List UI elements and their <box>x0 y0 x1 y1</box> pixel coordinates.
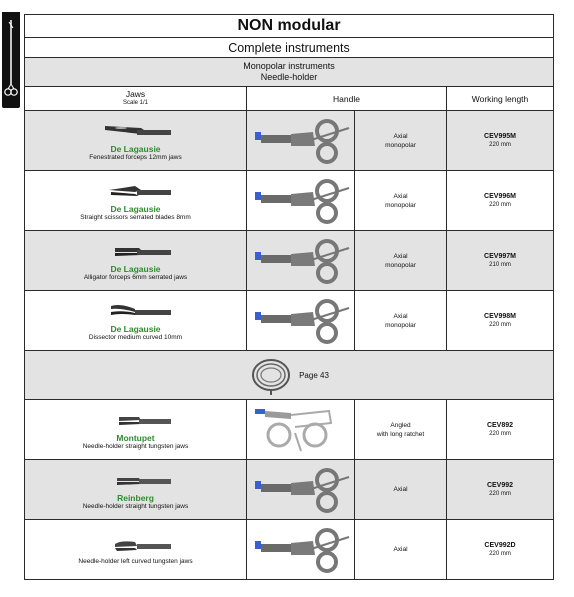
reference-cell <box>447 111 554 171</box>
side-tab <box>2 12 20 108</box>
table-row <box>25 231 554 291</box>
jaws-cell <box>25 171 247 231</box>
handle-type: Axial <box>393 486 408 493</box>
reference-cell <box>447 231 554 291</box>
category-heading <box>25 58 554 87</box>
reference-code: CEV996M <box>484 193 516 200</box>
curved-dissector-jaws-icon <box>101 300 171 324</box>
table-row <box>25 460 554 520</box>
handle-image-cell <box>247 291 355 351</box>
jaws-label: Jaws <box>125 88 146 99</box>
handle-subtype: with long ratchet <box>376 430 425 438</box>
handle-image-cell <box>247 520 355 580</box>
instrument-name: De Lagausie <box>110 263 161 274</box>
handle-type-cell <box>355 111 447 171</box>
handle-type: Axial <box>393 312 408 320</box>
straight-scissors-jaws-icon <box>101 180 171 204</box>
handle-type: Axial <box>393 252 408 260</box>
table-row <box>25 171 554 231</box>
handle-subtype: monopolar <box>385 261 416 269</box>
reference-cell <box>447 171 554 231</box>
instrument-description: Fenestrated forceps 12mm jaws <box>89 153 182 161</box>
handle-subtype: monopolar <box>385 321 416 329</box>
angled-handle-icon <box>251 405 351 455</box>
cable-coil-icon <box>249 355 293 395</box>
handle-type: Axial <box>393 132 408 140</box>
table-row <box>25 400 554 460</box>
handle-type: Axial <box>393 546 408 553</box>
handle-type-cell <box>355 460 447 520</box>
handle-image-cell <box>247 400 355 460</box>
scissors-icon <box>4 18 18 102</box>
instrument-description: Dissector medium curved 10mm <box>88 333 183 341</box>
page-reference-cell <box>25 351 554 400</box>
jaws-cell <box>25 111 247 171</box>
handle-subtype: monopolar <box>385 141 416 149</box>
instrument-description: Needle-holder straight tungsten jaws <box>82 502 189 510</box>
axial-handle-icon <box>251 238 351 284</box>
handle-image-cell <box>247 460 355 520</box>
page-reference-row <box>25 351 554 400</box>
jaws-cell <box>25 291 247 351</box>
handle-type-cell <box>355 520 447 580</box>
axial-handle-icon <box>251 527 351 573</box>
handle-subtype: monopolar <box>385 201 416 209</box>
reference-cell <box>447 400 554 460</box>
instrument-description: Needle-holder straight tungsten jaws <box>82 442 189 450</box>
page-subtitle: Complete instruments <box>25 38 554 58</box>
instrument-name: De Lagausie <box>110 203 161 214</box>
table-row <box>25 520 554 580</box>
working-length: 220 mm <box>489 431 511 437</box>
reference-code: CEV998M <box>484 313 516 320</box>
needle-holder-straight-jaws-icon <box>101 469 171 493</box>
working-length: 220 mm <box>489 202 511 208</box>
axial-handle-icon <box>251 118 351 164</box>
instrument-name: De Lagausie <box>110 143 161 154</box>
reference-code: CEV997M <box>484 253 516 260</box>
instrument-name: Reinberg <box>117 492 154 503</box>
handle-type-cell <box>355 231 447 291</box>
table-row <box>25 111 554 171</box>
needle-holder-curved-jaws-icon <box>101 534 171 558</box>
column-header-handle: Handle <box>247 87 447 111</box>
handle-type-cell <box>355 171 447 231</box>
handle-type: Axial <box>393 192 408 200</box>
instrument-name: Montupet <box>116 432 155 443</box>
axial-handle-icon <box>251 467 351 513</box>
reference-cell <box>447 520 554 580</box>
jaws-cell <box>25 460 247 520</box>
page-reference-link[interactable]: Page 43 <box>299 370 329 380</box>
instrument-description: Alligator forceps 6mm serrated jaws <box>83 273 188 281</box>
instrument-name: De Lagausie <box>110 323 161 334</box>
handle-type-cell <box>355 400 447 460</box>
axial-handle-icon <box>251 298 351 344</box>
fenestrated-forceps-jaws-icon <box>101 120 171 144</box>
reference-cell <box>447 460 554 520</box>
needle-holder-straight-jaws-icon <box>101 409 171 433</box>
handle-type-cell <box>355 291 447 351</box>
handle-image-cell <box>247 111 355 171</box>
working-length: 220 mm <box>489 551 511 557</box>
page-title: NON modular <box>25 15 554 38</box>
working-length: 220 mm <box>489 322 511 328</box>
jaws-cell <box>25 400 247 460</box>
column-header-jaws <box>25 87 247 111</box>
handle-image-cell <box>247 231 355 291</box>
reference-code: CEV992 <box>486 482 514 489</box>
column-header-working-length: Working length <box>447 87 554 111</box>
instrument-description: Needle-holder left curved tungsten jaws <box>78 557 193 565</box>
table-row <box>25 291 554 351</box>
category-line-2: Needle-holder <box>260 72 318 82</box>
instrument-table <box>24 14 554 580</box>
scale-label: Scale 1/1 <box>122 99 149 106</box>
reference-code: CEV995M <box>484 133 516 140</box>
jaws-cell <box>25 231 247 291</box>
working-length: 210 mm <box>489 262 511 268</box>
handle-type: Angled <box>390 421 411 429</box>
reference-code: CEV992D <box>484 542 516 549</box>
reference-code: CEV892 <box>486 422 514 429</box>
working-length: 220 mm <box>489 142 511 148</box>
jaws-cell <box>25 520 247 580</box>
reference-cell <box>447 291 554 351</box>
handle-image-cell <box>247 171 355 231</box>
working-length: 220 mm <box>489 491 511 497</box>
category-line-1: Monopolar instruments <box>243 61 335 71</box>
instrument-description: Straight scissors serrated blades 8mm <box>80 213 191 221</box>
alligator-forceps-jaws-icon <box>101 240 171 264</box>
axial-handle-icon <box>251 178 351 224</box>
